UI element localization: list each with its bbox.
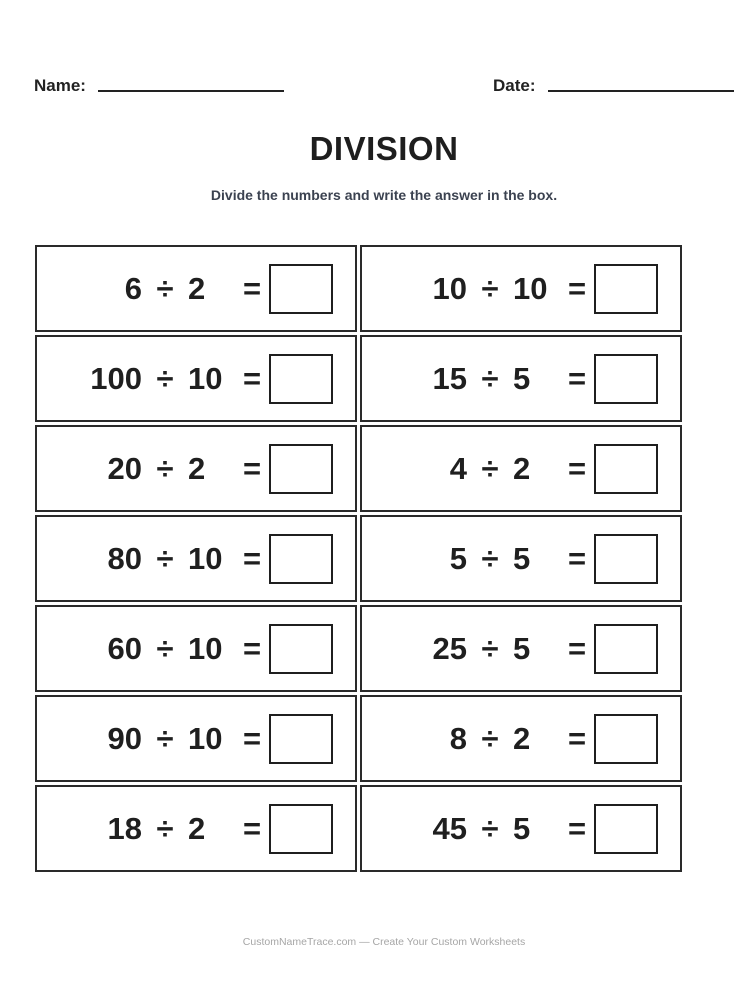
division-sign: ÷ (156, 360, 174, 396)
dividend: 80 (107, 540, 142, 576)
problem-cell (360, 335, 682, 422)
answer-box[interactable] (594, 354, 658, 404)
equals-sign: = (242, 360, 262, 396)
equals-sign: = (567, 540, 587, 576)
division-sign: ÷ (481, 810, 499, 846)
answer-box[interactable] (594, 264, 658, 314)
problem-cell (35, 515, 357, 602)
answer-box[interactable] (594, 534, 658, 584)
problem-cell (35, 245, 357, 332)
problem-expression (397, 697, 595, 780)
division-sign: ÷ (156, 630, 174, 666)
problem-cell (35, 425, 357, 512)
division-sign: ÷ (156, 720, 174, 756)
division-sign: ÷ (481, 450, 499, 486)
problem-expression (397, 337, 595, 420)
name-label: Name: (34, 76, 86, 95)
problem-cell (35, 695, 357, 782)
dividend: 90 (107, 720, 142, 756)
equals-sign: = (567, 450, 587, 486)
equals-sign: = (242, 540, 262, 576)
problem-expression (397, 517, 595, 600)
name-field (34, 76, 284, 96)
divisor: 10 (188, 540, 223, 576)
answer-box[interactable] (594, 804, 658, 854)
problem-cell (360, 785, 682, 872)
equals-sign: = (242, 810, 262, 846)
equals-sign: = (567, 270, 587, 306)
problem-cell (35, 335, 357, 422)
dividend: 6 (124, 270, 142, 306)
problem-cell (360, 695, 682, 782)
problem-expression (397, 787, 595, 870)
problem-expression (72, 787, 270, 870)
problem-grid (35, 245, 682, 872)
answer-box[interactable] (594, 624, 658, 674)
problem-expression (72, 517, 270, 600)
divisor: 10 (188, 360, 223, 396)
answer-box[interactable] (269, 714, 333, 764)
problem-expression (397, 247, 595, 330)
problem-cell (35, 605, 357, 692)
division-sign: ÷ (156, 270, 174, 306)
problem-expression (72, 697, 270, 780)
dividend: 60 (107, 630, 142, 666)
equals-sign: = (242, 630, 262, 666)
division-sign: ÷ (156, 810, 174, 846)
problem-expression (72, 337, 270, 420)
problem-cell (360, 605, 682, 692)
problem-expression (397, 607, 595, 690)
divisor: 2 (188, 810, 206, 846)
divisor: 2 (513, 450, 531, 486)
problem-cell (360, 245, 682, 332)
date-write-line[interactable] (548, 89, 734, 92)
dividend: 4 (449, 450, 467, 486)
problem-cell (360, 425, 682, 512)
answer-box[interactable] (594, 714, 658, 764)
equals-sign: = (567, 720, 587, 756)
dividend: 25 (432, 630, 467, 666)
equals-sign: = (567, 810, 587, 846)
date-field (493, 76, 734, 96)
page-title: DIVISION (309, 130, 459, 167)
equals-sign: = (567, 630, 587, 666)
division-sign: ÷ (481, 540, 499, 576)
divisor: 5 (513, 360, 531, 396)
answer-box[interactable] (269, 534, 333, 584)
divisor: 5 (513, 540, 531, 576)
problem-cell (360, 515, 682, 602)
division-sign: ÷ (481, 360, 499, 396)
divisor: 2 (188, 270, 206, 306)
divisor: 2 (188, 450, 206, 486)
answer-box[interactable] (269, 624, 333, 674)
equals-sign: = (242, 720, 262, 756)
answer-box[interactable] (594, 444, 658, 494)
division-sign: ÷ (156, 540, 174, 576)
equals-sign: = (242, 450, 262, 486)
answer-box[interactable] (269, 804, 333, 854)
dividend: 18 (107, 810, 142, 846)
dividend: 8 (449, 720, 467, 756)
instructions: Divide the numbers and write the answer in the box. (210, 187, 558, 203)
divisor: 10 (513, 270, 548, 306)
division-sign: ÷ (156, 450, 174, 486)
dividend: 45 (432, 810, 467, 846)
footer-credit: CustomNameTrace.com — Create Your Custom Worksheets (242, 936, 526, 948)
problem-expression (72, 247, 270, 330)
equals-sign: = (567, 360, 587, 396)
equals-sign: = (242, 270, 262, 306)
problem-expression (72, 607, 270, 690)
divisor: 5 (513, 810, 531, 846)
dividend: 10 (432, 270, 467, 306)
division-sign: ÷ (481, 270, 499, 306)
division-sign: ÷ (481, 720, 499, 756)
answer-box[interactable] (269, 354, 333, 404)
divisor: 5 (513, 630, 531, 666)
dividend: 100 (90, 360, 142, 396)
dividend: 15 (432, 360, 467, 396)
answer-box[interactable] (269, 264, 333, 314)
answer-box[interactable] (269, 444, 333, 494)
dividend: 5 (449, 540, 467, 576)
dividend: 20 (107, 450, 142, 486)
name-write-line[interactable] (98, 89, 284, 92)
divisor: 10 (188, 630, 223, 666)
division-sign: ÷ (481, 630, 499, 666)
divisor: 2 (513, 720, 531, 756)
divisor: 10 (188, 720, 223, 756)
problem-cell (35, 785, 357, 872)
problem-expression (72, 427, 270, 510)
problem-expression (397, 427, 595, 510)
date-label: Date: (493, 76, 536, 95)
